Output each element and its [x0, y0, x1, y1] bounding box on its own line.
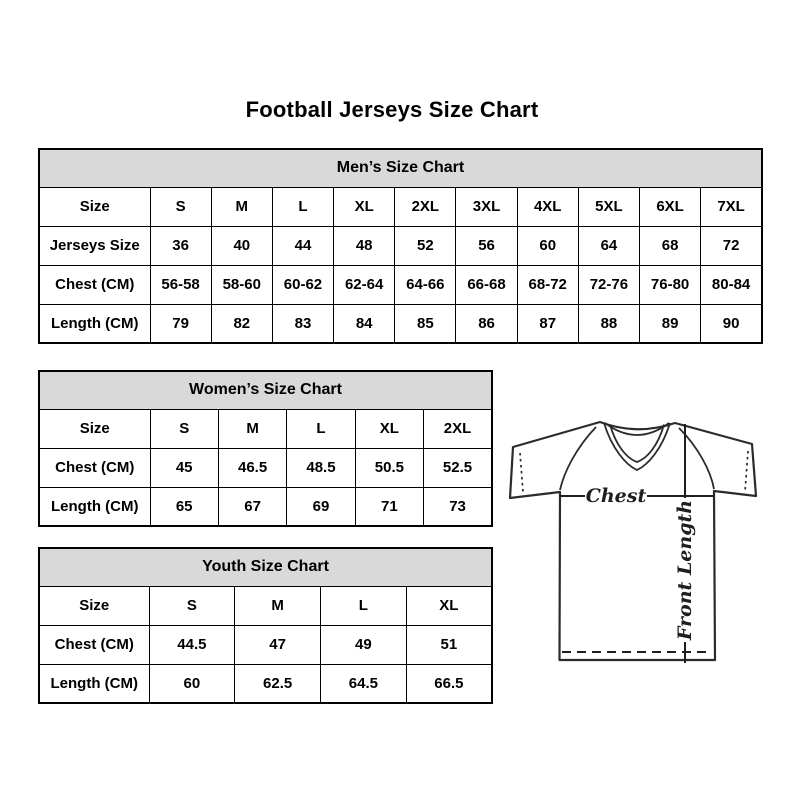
data-cell: 68: [640, 226, 701, 265]
youth-table-title: Youth Size Chart: [39, 548, 492, 586]
data-cell: 88: [578, 304, 639, 343]
data-cell: S: [149, 586, 235, 625]
data-cell: 72-76: [578, 265, 639, 304]
data-cell: M: [211, 187, 272, 226]
row-header-cell: Chest (CM): [39, 265, 150, 304]
data-cell: XL: [334, 187, 395, 226]
womens-table-title-row: [39, 371, 492, 409]
row-header-cell: Size: [39, 409, 150, 448]
data-cell: 48.5: [287, 448, 355, 487]
row-header-cell: Length (CM): [39, 664, 149, 703]
data-cell: 47: [235, 625, 321, 664]
data-cell: L: [321, 586, 407, 625]
data-cell: 83: [272, 304, 333, 343]
data-cell: 7XL: [701, 187, 762, 226]
row-header-cell: Length (CM): [39, 304, 150, 343]
data-cell: 60: [517, 226, 578, 265]
row-header-cell: Length (CM): [39, 487, 150, 526]
womens-size-chart-table: [38, 370, 493, 527]
data-cell: 73: [424, 487, 492, 526]
data-cell: XL: [355, 409, 423, 448]
data-cell: 79: [150, 304, 211, 343]
data-cell: 3XL: [456, 187, 517, 226]
front-length-measure-label: Front Length: [674, 499, 696, 641]
data-cell: 62-64: [334, 265, 395, 304]
mens-table-title: Men’s Size Chart: [39, 149, 762, 187]
data-cell: L: [272, 187, 333, 226]
jersey-outline: [510, 422, 756, 660]
mens-size-chart-table: [38, 148, 763, 344]
row-header-cell: Chest (CM): [39, 448, 150, 487]
row-header-cell: Chest (CM): [39, 625, 149, 664]
data-cell: 64.5: [321, 664, 407, 703]
mens-table-title-row: [39, 149, 762, 187]
jersey-measurement-diagram: [500, 400, 780, 680]
row-header-cell: Jerseys Size: [39, 226, 150, 265]
data-cell: 80-84: [701, 265, 762, 304]
page-title: Football Jerseys Size Chart: [245, 97, 539, 122]
table-row: [39, 664, 492, 703]
data-cell: 64: [578, 226, 639, 265]
data-cell: L: [287, 409, 355, 448]
youth-table-title-row: [39, 548, 492, 586]
data-cell: 68-72: [517, 265, 578, 304]
chest-measure-label: Chest: [585, 485, 647, 507]
data-cell: 67: [218, 487, 286, 526]
data-cell: 44.5: [149, 625, 235, 664]
table-row: [39, 265, 762, 304]
row-header-cell: Size: [39, 187, 150, 226]
data-cell: 71: [355, 487, 423, 526]
data-cell: 50.5: [355, 448, 423, 487]
data-cell: 51: [406, 625, 492, 664]
data-cell: 36: [150, 226, 211, 265]
table-row: [39, 448, 492, 487]
table-row: [39, 187, 762, 226]
data-cell: 49: [321, 625, 407, 664]
data-cell: 40: [211, 226, 272, 265]
data-cell: 76-80: [640, 265, 701, 304]
data-cell: 86: [456, 304, 517, 343]
data-cell: 56: [456, 226, 517, 265]
data-cell: 52: [395, 226, 456, 265]
womens-table-title: Women’s Size Chart: [39, 371, 492, 409]
data-cell: M: [235, 586, 321, 625]
data-cell: 6XL: [640, 187, 701, 226]
data-cell: 46.5: [218, 448, 286, 487]
data-cell: 4XL: [517, 187, 578, 226]
data-cell: 5XL: [578, 187, 639, 226]
data-cell: 90: [701, 304, 762, 343]
data-cell: 52.5: [424, 448, 492, 487]
data-cell: 72: [701, 226, 762, 265]
data-cell: S: [150, 409, 218, 448]
data-cell: 87: [517, 304, 578, 343]
row-header-cell: Size: [39, 586, 149, 625]
data-cell: 62.5: [235, 664, 321, 703]
data-cell: 60: [149, 664, 235, 703]
data-cell: 64-66: [395, 265, 456, 304]
data-cell: XL: [406, 586, 492, 625]
data-cell: 44: [272, 226, 333, 265]
table-row: [39, 487, 492, 526]
data-cell: 58-60: [211, 265, 272, 304]
data-cell: 45: [150, 448, 218, 487]
data-cell: S: [150, 187, 211, 226]
data-cell: 2XL: [395, 187, 456, 226]
data-cell: 66.5: [406, 664, 492, 703]
data-cell: 65: [150, 487, 218, 526]
data-cell: 66-68: [456, 265, 517, 304]
data-cell: 89: [640, 304, 701, 343]
data-cell: 48: [334, 226, 395, 265]
data-cell: M: [218, 409, 286, 448]
data-cell: 60-62: [272, 265, 333, 304]
data-cell: 85: [395, 304, 456, 343]
table-row: [39, 625, 492, 664]
data-cell: 56-58: [150, 265, 211, 304]
table-row: [39, 304, 762, 343]
data-cell: 2XL: [424, 409, 492, 448]
table-row: [39, 409, 492, 448]
youth-size-chart-table: [38, 547, 493, 704]
data-cell: 69: [287, 487, 355, 526]
data-cell: 82: [211, 304, 272, 343]
table-row: [39, 586, 492, 625]
data-cell: 84: [334, 304, 395, 343]
table-row: [39, 226, 762, 265]
